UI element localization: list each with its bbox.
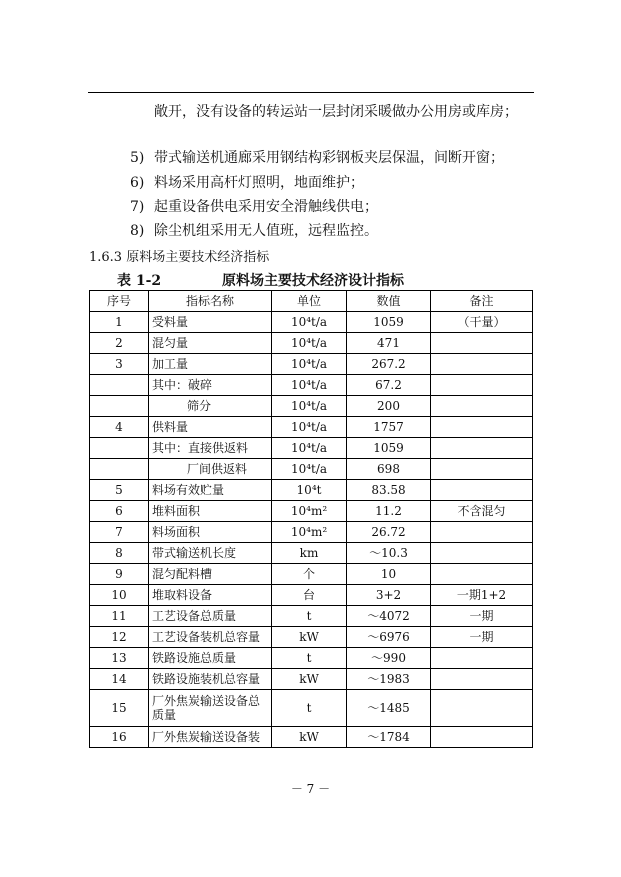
list-item: [130, 220, 378, 240]
cell-value: 26.72: [347, 522, 431, 543]
list-item-text: 除尘机组采用无人值班，远程监控。: [154, 223, 378, 239]
cell-note: [431, 648, 533, 669]
cell-no: 11: [90, 606, 149, 627]
header-rule: [88, 92, 534, 93]
cell-value: ～990: [347, 648, 431, 669]
list-item-text: 起重设备供电采用安全滑触线供电；: [154, 199, 378, 215]
cell-value: 67.2: [347, 375, 431, 396]
cell-note: [431, 564, 533, 585]
cell-value: 267.2: [347, 354, 431, 375]
cell-name: 工艺设备总质量: [149, 606, 272, 627]
indicators-table: [89, 290, 533, 748]
cell-unit: kW: [272, 669, 347, 690]
cell-unit: 10⁴t/a: [272, 396, 347, 417]
table-number: 表 1-2: [117, 273, 162, 289]
cell-note: 一期: [431, 627, 533, 648]
cell-note: （干量）: [431, 312, 533, 333]
cell-name: 料场面积: [149, 522, 272, 543]
cell-name: 堆料面积: [149, 501, 272, 522]
cell-note: [431, 669, 533, 690]
cell-name: 受料量: [149, 312, 272, 333]
cell-name: 铁路设施总质量: [149, 648, 272, 669]
cell-unit: 10⁴t: [272, 480, 347, 501]
cell-name: 工艺设备装机总容量: [149, 627, 272, 648]
col-header-unit: 单位: [272, 291, 347, 312]
cell-no: 13: [90, 648, 149, 669]
col-header-value: 数值: [347, 291, 431, 312]
cell-note: 不含混匀: [431, 501, 533, 522]
table-row: [90, 396, 533, 417]
cell-name: 厂外焦炭输送设备装: [149, 727, 272, 748]
cell-value: 3+2: [347, 585, 431, 606]
cell-no: 10: [90, 585, 149, 606]
cell-value: 10: [347, 564, 431, 585]
cell-note: [431, 375, 533, 396]
cell-name: 混匀配料槽: [149, 564, 272, 585]
cell-no: 9: [90, 564, 149, 585]
cell-no: 5: [90, 480, 149, 501]
table-header-row: [90, 291, 533, 312]
cell-unit: 10⁴t/a: [272, 312, 347, 333]
cell-no: 8: [90, 543, 149, 564]
table-row: [90, 480, 533, 501]
table-row: [90, 727, 533, 748]
cell-unit: 10⁴t/a: [272, 354, 347, 375]
cell-name: 厂外焦炭输送设备总质量: [149, 690, 272, 727]
cell-name: 厂间供返料: [149, 459, 272, 480]
cell-value: 11.2: [347, 501, 431, 522]
cell-unit: 10⁴t/a: [272, 333, 347, 354]
cell-name: 混匀量: [149, 333, 272, 354]
cell-name: 堆取料设备: [149, 585, 272, 606]
cell-note: [431, 354, 533, 375]
cell-note: [431, 459, 533, 480]
cell-no: 4: [90, 417, 149, 438]
cell-name: 铁路设施装机总容量: [149, 669, 272, 690]
list-item: [130, 172, 364, 192]
table-row: [90, 333, 533, 354]
cell-value: ～1784: [347, 727, 431, 748]
cell-unit: km: [272, 543, 347, 564]
cell-name: 供料量: [149, 417, 272, 438]
cell-value: 1757: [347, 417, 431, 438]
list-item: [130, 147, 504, 167]
cell-no: 15: [90, 690, 149, 727]
cell-no: 16: [90, 727, 149, 748]
cell-no: 12: [90, 627, 149, 648]
cell-note: [431, 333, 533, 354]
cell-unit: 10⁴t/a: [272, 417, 347, 438]
table-row: [90, 438, 533, 459]
cell-name: 带式输送机长度: [149, 543, 272, 564]
cell-name: 加工量: [149, 354, 272, 375]
cell-no: [90, 375, 149, 396]
cell-unit: kW: [272, 727, 347, 748]
cell-no: 6: [90, 501, 149, 522]
cell-note: 一期1+2: [431, 585, 533, 606]
cell-unit: 10⁴t/a: [272, 375, 347, 396]
table-row: [90, 459, 533, 480]
cell-name: 筛分: [149, 396, 272, 417]
cell-value: ～4072: [347, 606, 431, 627]
cell-name: 其中：直接供返料: [149, 438, 272, 459]
cell-value: ～1983: [347, 669, 431, 690]
cell-unit: 10⁴t/a: [272, 459, 347, 480]
cell-note: [431, 480, 533, 501]
table-row: [90, 627, 533, 648]
section-heading: 1.6.3 原料场主要技术经济指标: [89, 250, 270, 265]
list-item-number: 5): [130, 150, 145, 166]
table-row: [90, 375, 533, 396]
table-row: [90, 690, 533, 727]
col-header-no: 序号: [90, 291, 149, 312]
cell-note: [431, 438, 533, 459]
cell-no: 14: [90, 669, 149, 690]
cell-note: [431, 690, 533, 727]
list-item-text: 带式输送机通廊采用钢结构彩钢板夹层保温，间断开窗；: [154, 150, 504, 166]
cell-unit: kW: [272, 627, 347, 648]
cell-unit: t: [272, 606, 347, 627]
table-row: [90, 543, 533, 564]
table-row: [90, 501, 533, 522]
cell-note: [431, 727, 533, 748]
list-item: [130, 196, 378, 216]
cell-unit: 个: [272, 564, 347, 585]
cell-no: [90, 459, 149, 480]
list-item-text: 料场采用高杆灯照明，地面维护；: [154, 175, 364, 191]
col-header-note: 备注: [431, 291, 533, 312]
cell-value: ～1485: [347, 690, 431, 727]
cell-name: 料场有效贮量: [149, 480, 272, 501]
cell-no: 2: [90, 333, 149, 354]
cell-unit: t: [272, 690, 347, 727]
cell-no: [90, 396, 149, 417]
cell-no: 1: [90, 312, 149, 333]
cell-no: 7: [90, 522, 149, 543]
cell-value: 200: [347, 396, 431, 417]
cell-no: [90, 438, 149, 459]
table-row: [90, 564, 533, 585]
cell-no: 3: [90, 354, 149, 375]
cell-unit: 10⁴m²: [272, 501, 347, 522]
cell-note: [431, 417, 533, 438]
list-item-number: 7): [130, 199, 145, 215]
cell-value: ～6976: [347, 627, 431, 648]
cell-name: 其中：破碎: [149, 375, 272, 396]
cell-value: 471: [347, 333, 431, 354]
cell-value: 1059: [347, 438, 431, 459]
table-row: [90, 648, 533, 669]
cell-note: [431, 543, 533, 564]
col-header-name: 指标名称: [149, 291, 272, 312]
list-item-number: 6): [130, 175, 145, 191]
table-row: [90, 606, 533, 627]
cell-unit: 10⁴m²: [272, 522, 347, 543]
table-row: [90, 417, 533, 438]
cell-unit: t: [272, 648, 347, 669]
cell-note: [431, 522, 533, 543]
table-row: [90, 669, 533, 690]
table-row: [90, 585, 533, 606]
cell-value: 1059: [347, 312, 431, 333]
cell-note: [431, 396, 533, 417]
cell-unit: 台: [272, 585, 347, 606]
list-item-number: 8): [130, 223, 145, 239]
cell-value: 83.58: [347, 480, 431, 501]
continuation-text: 敞开，没有设备的转运站一层封闭采暖做办公用房或库房；: [154, 104, 518, 120]
table-title: 原料场主要技术经济设计指标: [222, 273, 404, 289]
cell-value: 698: [347, 459, 431, 480]
page-number: － 7 －: [290, 782, 331, 796]
table-row: [90, 522, 533, 543]
cell-value: ～10.3: [347, 543, 431, 564]
cell-note: 一期: [431, 606, 533, 627]
table-row: [90, 312, 533, 333]
table-row: [90, 354, 533, 375]
cell-unit: 10⁴t/a: [272, 438, 347, 459]
